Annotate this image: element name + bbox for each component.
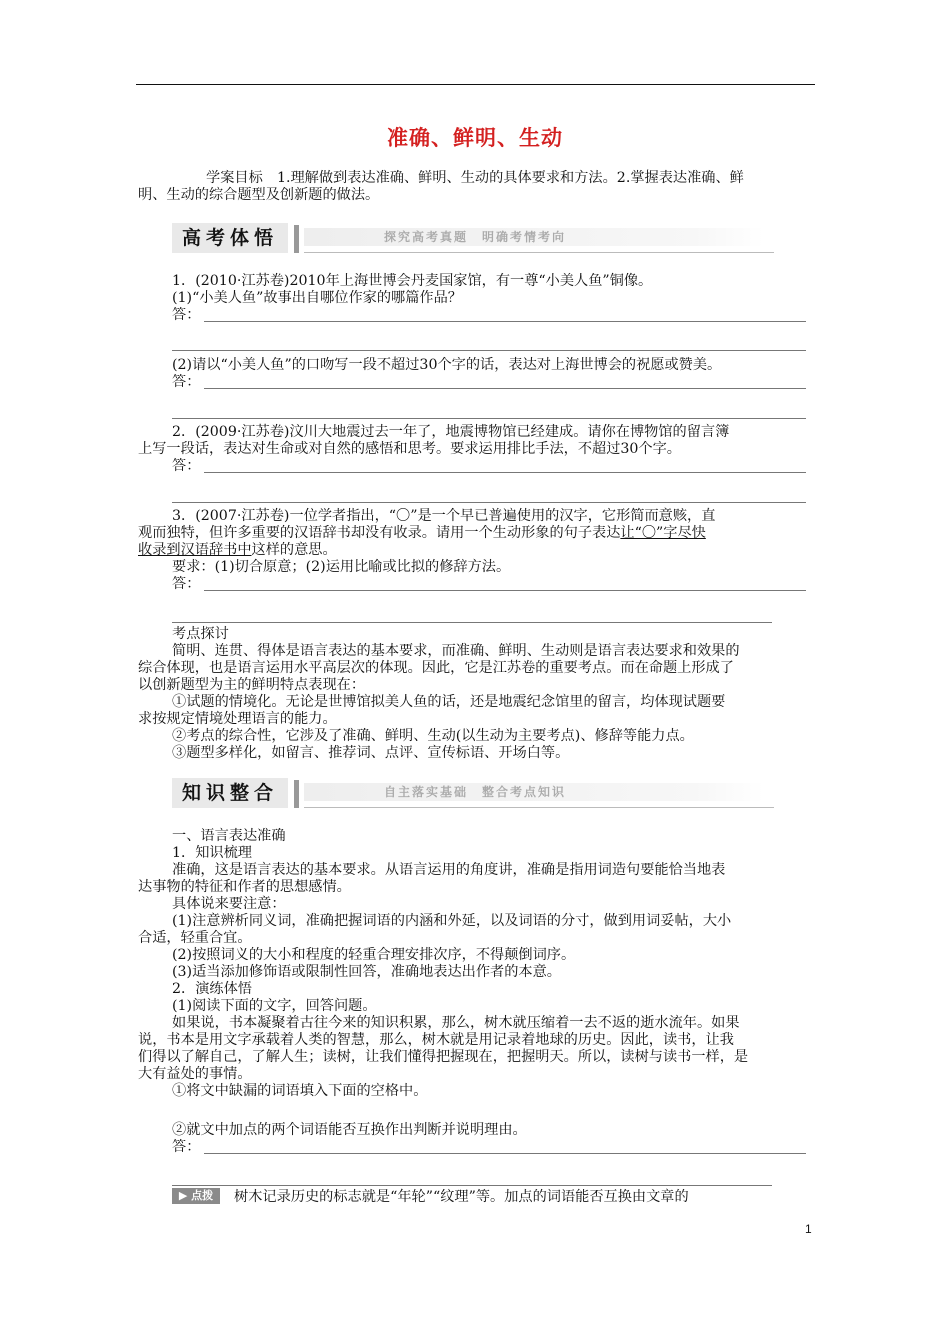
analysis-heading: 考点探讨: [172, 626, 229, 642]
q1-answer-label-2: 答：: [172, 374, 201, 390]
q3-answer-line-1[interactable]: [204, 590, 806, 591]
analysis-line-5: 求按规定情境处理语言的能力。: [138, 711, 337, 727]
q3-requirement: 要求：(1)切合原意；(2)运用比喻或比拟的修辞方法。: [172, 559, 511, 575]
banner-subtitle: 探究高考真题 明确考情考向: [304, 228, 764, 246]
q3-line-1: 3．(2007·江苏卷)一位学者指出，“〇”是一个早已普遍使用的汉字，它形简而意赅，直: [172, 508, 716, 524]
q1-answer-label: 答：: [172, 307, 201, 323]
q1-line-2: (1)“小美人鱼”故事出自哪位作家的哪篇作品？: [172, 290, 462, 306]
analysis-line-7: ③题型多样化，如留言、推荐词、点评、宣传标语、开场白等。: [172, 745, 570, 761]
analysis-line-6: ②考点的综合性，它涉及了准确、鲜明、生动(以生动为主要考点)、修辞等能力点。: [172, 728, 694, 744]
knowledge-line-9: (3)适当添加修饰语或限制性回答，准确地表达出作者的本意。: [172, 964, 561, 980]
knowledge-answer-line-1[interactable]: [204, 1153, 806, 1154]
q2-answer-label: 答：: [172, 458, 201, 474]
hint-text: 树木记录历史的标志就是“年轮”“纹理”等。加点的词语能否互换由文章的: [234, 1189, 689, 1205]
knowledge-line-4: 达事物的特征和作者的思想感情。: [138, 879, 351, 895]
q2-line-2: 上写一段话，表达对生命或对自然的感悟和思考。要求运用排比手法，不超过30个字。: [138, 441, 681, 457]
knowledge-line-13: 说，书本是用文字承载着人类的智慧，那么，树木就是用记录着地球的历史。因此，读书，让我: [138, 1032, 734, 1048]
knowledge-line-11: (1)阅读下面的文字，回答问题。: [172, 998, 377, 1014]
q3-line-3: [138, 542, 337, 559]
knowledge-question-2: ②就文中加点的两个词语能否互换作出判断并说明理由。: [172, 1122, 527, 1138]
hint-badge: ▶ 点拨: [172, 1188, 220, 1204]
q1-line-1: 1．(2010·江苏卷)2010年上海世博会丹麦国家馆，有一尊“小美人鱼”铜像。: [172, 273, 653, 289]
q2-line-1: 2．(2009·江苏卷)汶川大地震过去一年了，地震博物馆已经建成。请你在博物馆的留言簿: [172, 424, 730, 440]
q3-underlined-phrase-2: 收录到汉语辞书中: [138, 542, 252, 558]
knowledge-line-2: 1．知识梳理: [172, 845, 252, 861]
analysis-line-3: 以创新题型为主的鲜明特点表现在：: [138, 677, 366, 693]
knowledge-line-12: 如果说，书本凝聚着古往今来的知识积累，那么，树木就压缩着一去不返的逝水流年。如果: [172, 1015, 740, 1031]
q3-line-2-text: 观而独特，但许多重要的汉语辞书却没有收录。请用一个生动形象的句子表达: [138, 525, 621, 541]
q2-answer-line-2[interactable]: [172, 502, 806, 503]
goal-line-1: 学案目标 1.理解做到表达准确、鲜明、生动的具体要求和方法。2.掌握表达准确、鲜: [206, 170, 744, 186]
q3-line-3-text: 这样的意思。: [251, 542, 337, 558]
banner-rule: [304, 807, 774, 808]
knowledge-answer-line-2[interactable]: [172, 1185, 772, 1186]
q1-answer-line-3[interactable]: [204, 388, 806, 389]
q3-underlined-phrase-1: 让“〇”字尽快: [620, 525, 706, 541]
q3-line-2: [138, 525, 706, 542]
hint-label: 点拨: [191, 1189, 214, 1202]
analysis-line-1: 简明、连贯、得体是语言表达的基本要求，而准确、鲜明、生动则是语言表达要求和效果的: [172, 643, 740, 659]
banner-divider: [294, 780, 299, 808]
knowledge-line-3: 准确，这是语言表达的基本要求。从语言运用的角度讲，准确是指用词造句要能恰当地表: [172, 862, 726, 878]
knowledge-line-16: ①将文中缺漏的词语填入下面的空格中。: [172, 1083, 428, 1099]
q1-answer-line-2[interactable]: [172, 350, 806, 351]
page-number: 1: [805, 1222, 812, 1236]
knowledge-line-10: 2．演练体悟: [172, 981, 252, 997]
knowledge-line-5: 具体说来要注意：: [172, 896, 286, 912]
banner-divider: [294, 225, 299, 253]
page-title: 准确、鲜明、生动: [387, 126, 563, 150]
analysis-line-4: ①试题的情境化。无论是世博馆拟美人鱼的话，还是地震纪念馆里的留言，均体现试题要: [172, 694, 726, 710]
knowledge-line-1: 一、语言表达准确: [172, 828, 286, 844]
goal-line-2: 明、生动的综合题型及创新题的做法。: [138, 187, 380, 203]
knowledge-answer-label: 答：: [172, 1139, 201, 1155]
banner-rule: [304, 252, 774, 253]
knowledge-line-7: 合适，轻重合宜。: [138, 930, 252, 946]
q3-answer-line-2[interactable]: [172, 622, 772, 623]
header-rule: [136, 84, 815, 85]
q1-answer-line-4[interactable]: [172, 418, 806, 419]
knowledge-line-14: 们得以了解自己，了解人生；读树，让我们懂得把握现在，把握明天。所以，读树与读书一样，是: [138, 1049, 749, 1065]
q1-line-3: (2)请以“小美人鱼”的口吻写一段不超过30个字的话，表达对上海世博会的祝愿或赞美。: [172, 357, 722, 373]
banner-title: 知识整合: [172, 778, 288, 808]
q3-answer-label: 答：: [172, 576, 201, 592]
banner-title: 高考体悟: [172, 223, 288, 253]
q2-answer-line-1[interactable]: [204, 472, 806, 473]
banner-subtitle: 自主落实基础 整合考点知识: [304, 783, 764, 801]
q1-answer-line-1[interactable]: [204, 321, 806, 322]
knowledge-line-15: 大有益处的事情。: [138, 1066, 252, 1082]
knowledge-line-8: (2)按照词义的大小和程度的轻重合理安排次序，不得颠倒词序。: [172, 947, 576, 963]
analysis-line-2: 综合体现，也是语言运用水平高层次的体现。因此，它是江苏卷的重要考点。而在命题上形成了: [138, 660, 734, 676]
knowledge-line-6: (1)注意辨析同义词，准确把握词语的内涵和外延，以及词语的分寸，做到用词妥帖，大小: [172, 913, 732, 929]
